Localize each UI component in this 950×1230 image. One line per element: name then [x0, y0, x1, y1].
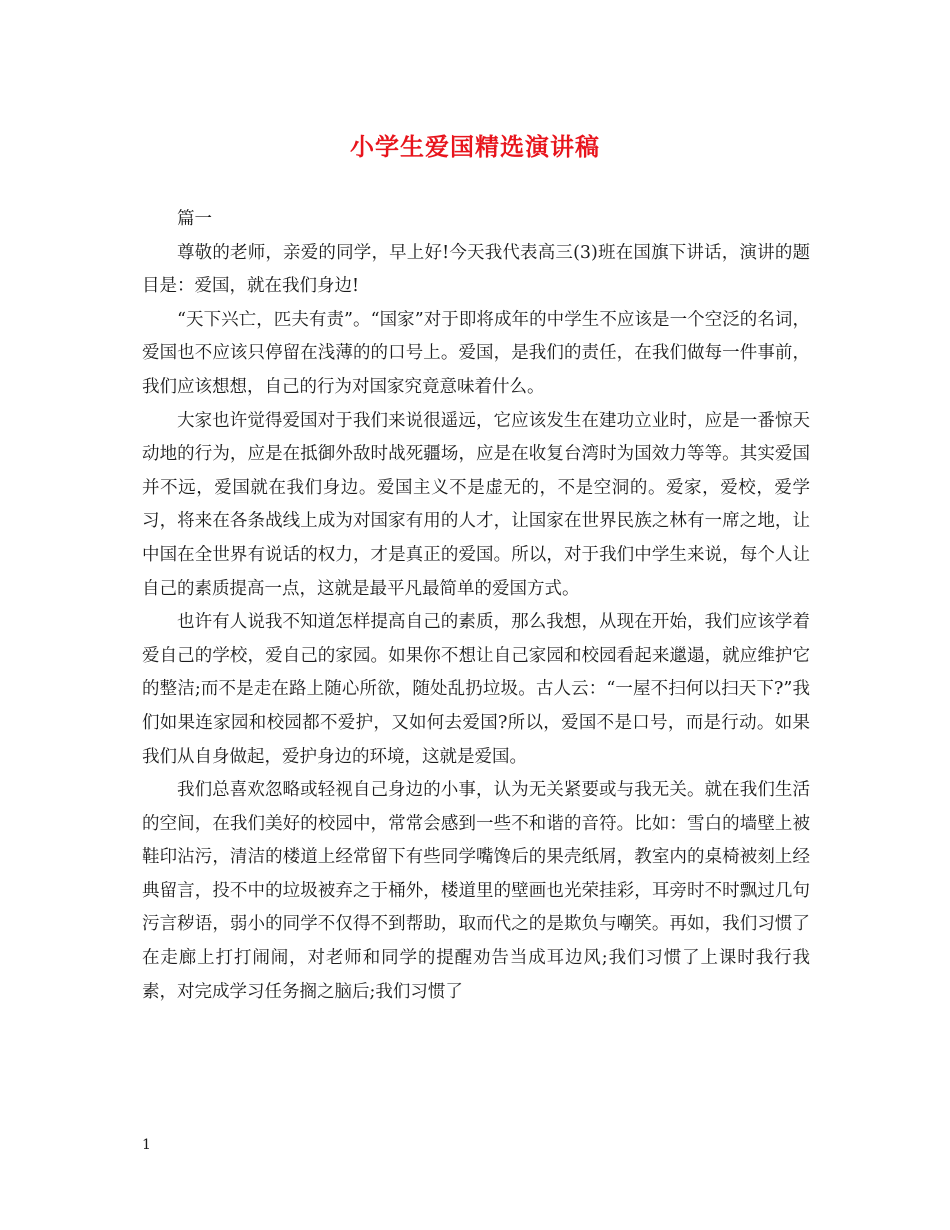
- paragraph-greeting: 尊敬的老师，亲爱的同学，早上好!今天我代表高三(3)班在国旗下讲话，演讲的题目是：爱国，就在我们身边!: [142, 242, 810, 297]
- paragraph-small-things: 我们总喜欢忽略或轻视自己身边的小事，认为无关紧要或与我无关。就在我们生活的空间，在我们美好的校园中，常常会感到一些不和谐的音符。比如：雪白的墙壁上被鞋印沾污，清洁的楼道上经常留下有些同学嘴馋后的果壳纸屑，教室内的桌椅被刻上经典留言，投不中的垃圾被弃之于桶外，楼道里的壁画也光荣挂彩，耳旁时不时飘过几句污言秽语，弱小的同学不仅得不到帮助，取而代之的是欺负与嘲笑。再如，我们习惯了在走廊上打打闹闹，对老师和同学的提醒劝告当成耳边风;我们习惯了上课时我行我素，对完成学习任务搁之脑后;我们习惯了: [142, 780, 810, 1002]
- page-number: 1: [142, 1137, 151, 1153]
- section-heading: 篇一: [177, 209, 212, 229]
- document-body: [142, 203, 810, 1009]
- document-title: 小学生爱国精选演讲稿: [350, 132, 600, 161]
- paragraph-action: 也许有人说我不知道怎样提高自己的素质，那么我想，从现在开始，我们应该学着爱自己的学校，爱自己的家园。如果你不想让自己家园和校园看起来邋遢，就应维护它的整洁;而不是走在路上随心所欲，随处乱扔垃圾。古人云：“一屋不扫何以扫天下?”我们如果连家园和校园都不爱护，又如何去爱国?所以，爱国不是口号，而是行动。如果我们从自身做起，爱护身边的环境，这就是爱国。: [142, 612, 810, 767]
- paragraph-quote: “天下兴亡，匹夫有责”。“国家”对于即将成年的中学生不应该是一个空泛的名词，爱国也不应该只停留在浅薄的的口号上。爱国，是我们的责任，在我们做每一件事前，我们应该想想，自己的行为对国家究竟意味着什么。: [142, 309, 810, 397]
- paragraph-patriotism: 大家也许觉得爱国对于我们来说很遥远，它应该发生在建功立业时，应是一番惊天动地的行为，应是在抵御外敌时战死疆场，应是在收复台湾时为国效力等等。其实爱国并不远，爱国就在我们身边。爱国主义不是虚无的，不是空洞的。爱家，爱校，爱学习，将来在各条战线上成为对国家有用的人才，让国家在世界民族之林有一席之地，让中国在全世界有说话的权力，才是真正的爱国。所以，对于我们中学生来说，每个人让自己的素质提高一点，这就是最平凡最简单的爱国方式。: [142, 410, 810, 599]
